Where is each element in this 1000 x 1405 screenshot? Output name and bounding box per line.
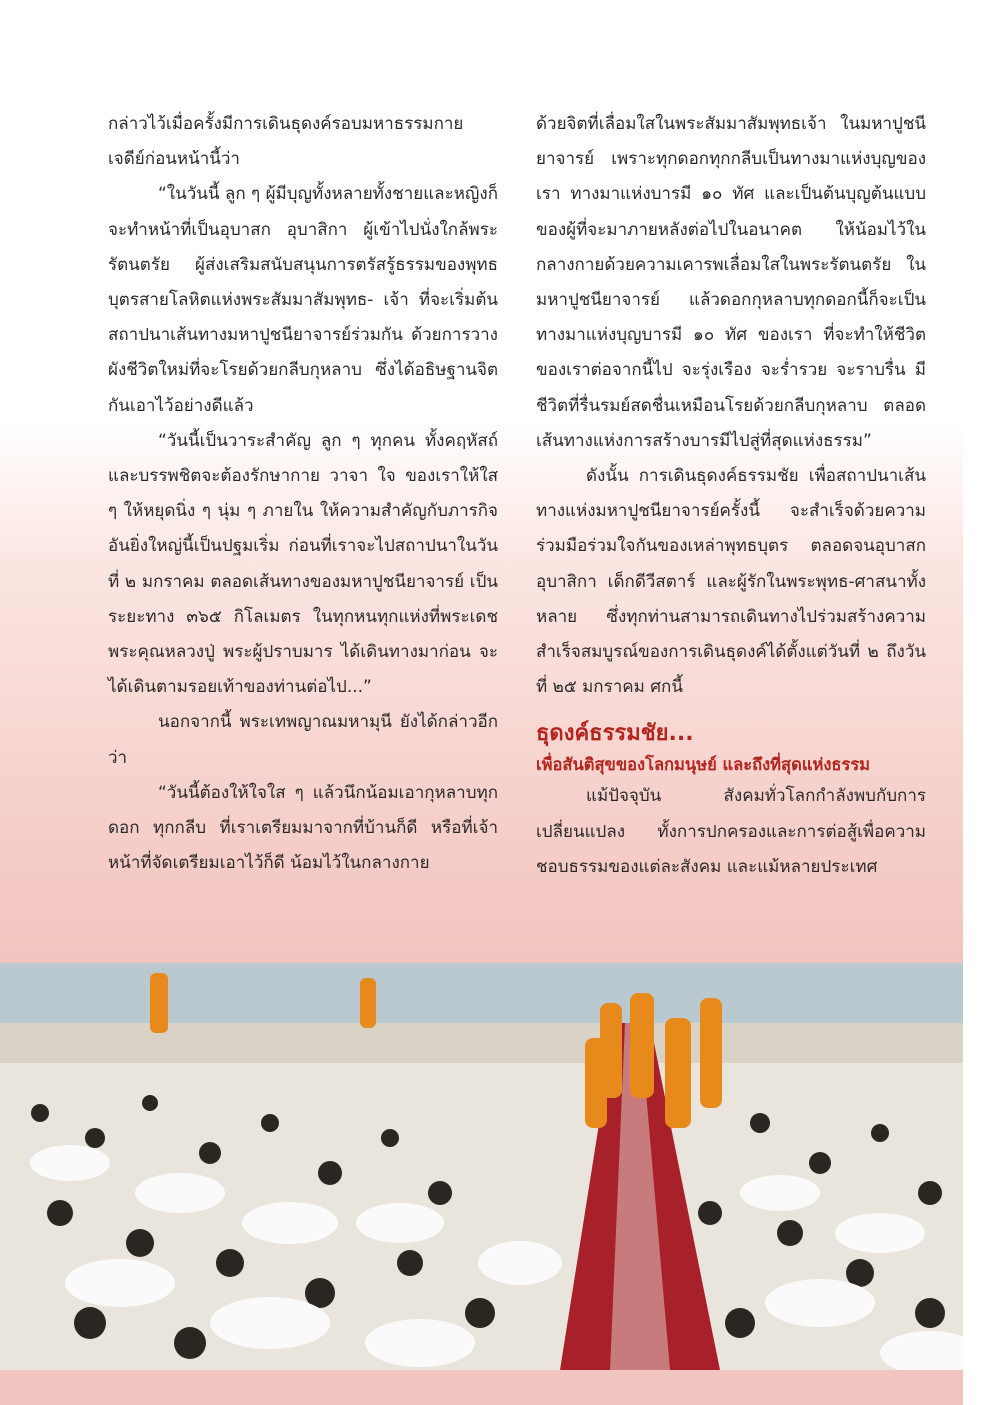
paragraph: กล่าวไว้เมื่อครั้งมีการเดินธุดงค์รอบมหาธรรมกายเจดีย์ก่อนหน้านี้ว่า	[108, 114, 464, 170]
paragraph: “วันนี้ต้องให้ใจใส ๆ แล้วนึกน้อมเอากุหลาบทุกดอก ทุกกลีบ ที่เราเตรียมมาจากที่บ้านก็ดี หรือที่เจ้าหน้าที่จัดเตรียมเอาไว้ก็ดี น้อมไว้ในกลางกาย	[108, 782, 498, 874]
paragraph: “วันนี้เป็นวาระสำคัญ ลูก ๆ ทุกคน ทั้งคฤหัสถ์และบรรพชิตจะต้องรักษากาย วาจา ใจ ของเราให้ใส ๆ ให้หยุดนิ่ง ๆ นุ่ม ๆ ภายใน ให้ความสำคัญกับภารกิจอันยิ่งใหญ่นี้เป็นปฐมเริ่ม ก่อนที่เราจะไปสถาปนาในวันที่ ๒ มกราคม ตลอดเส้นทางของมหาปูชนียาจารย์ เป็นระยะทาง ๓๖๕ กิโลเมตร ในทุกหนทุกแห่งที่พระเดชพระคุณหลวงปู่ พระผู้ปราบมาร ได้เดินทางมาก่อน จะได้เดินตามรอยเท้าของท่านต่อไป...”	[108, 430, 498, 698]
right-column	[536, 107, 926, 885]
section-subheading: เพื่อสันติสุขของโลกมนุษย์ และถึงที่สุดแห่งธรรม	[536, 755, 871, 775]
page-margin	[963, 0, 1000, 1405]
paragraph: “ในวันนี้ ลูก ๆ ผู้มีบุญทั้งหลายทั้งชายและหญิงก็จะทำหน้าที่เป็นอุบาสก อุบาสิกา ผู้เข้าไปนั่งใกล้พระรัตนตรัย ผู้ส่งเสริมสนับสนุนการตรัสรู้ธรรมของพุทธบุตรสายโลหิตแห่งพระสัมมาสัมพุทธ- เจ้า ที่จะเริ่มต้นสถาปนาเส้นทางมหาปูชนียาจารย์ร่วมกัน ด้วยการวางผังชีวิตใหม่ที่จะโรยด้วยกลีบกุหลาบ ซึ่งได้อธิษฐานจิตกันเอาไว้อย่างดีแล้ว	[108, 184, 498, 416]
paragraph: ดังนั้น การเดินธุดงค์ธรรมชัย เพื่อสถาปนาเส้นทางแห่งมหาปูชนียาจารย์ครั้งนี้ จะสำเร็จด้วยความร่วมมือร่วมใจกันของเหล่าพุทธบุตร ตลอดจนอุบาสก อุบาสิกา เด็กดีวีสตาร์ และผู้รักในพระพุทธ-ศาสนาทั้งหลาย ซึ่งทุกท่านสามารถเดินทางไปร่วมสร้างความสำเร็จสมบูรณ์ของการเดินธุดงค์ได้ตั้งแต่วันที่ ๒ ถึงวันที่ ๒๕ มกราคม ศกนี้	[536, 466, 926, 698]
photo-illustration	[0, 963, 963, 1370]
paragraph: นอกจากนี้ พระเทพญาณมหามุนี ยังได้กล่าวอีกว่า	[108, 712, 498, 768]
paragraph: ด้วยจิตที่เลื่อมใสในพระสัมมาสัมพุทธเจ้า ในมหาปูชนียาจารย์ เพราะทุกดอกทุกกลีบเป็นทางมาแห่งบุญของเรา ทางมาแห่งบารมี ๑๐ ทัศ และเป็นต้นบุญต้นแบบของผู้ที่จะมาภายหลังต่อไปในอนาคต ให้น้อมไว้ในกลางกายด้วยความเคารพเลื่อมใสในพระรัตนตรัย ในมหาปูชนียาจารย์ แล้วดอกกุหลาบทุกดอกนี้ก็จะเป็นทางมาแห่งบุญบารมี ๑๐ ทัศ ของเรา ที่จะทำให้ชีวิตของเราต่อจากนี้ไป จะรุ่งเรือง จะร่ำรวย จะราบรื่น มีชีวิตที่รื่นรมย์สดชื่นเหมือนโรยด้วยกลีบกุหลาบ ตลอดเส้นทางแห่งการสร้างบารมีไปสู่ที่สุดแห่งธรรม”	[536, 114, 926, 451]
procession-photo	[0, 963, 963, 1370]
left-column	[108, 107, 498, 881]
sky	[0, 963, 963, 1023]
paragraph: แม้ปัจจุบัน สังคมทั่วโลกกำลังพบกับการเปลี่ยนแปลง ทั้งการปกครองและการต่อสู้เพื่อความชอบธรรมของแต่ละสังคม และแม้หลายประเทศ	[536, 786, 926, 877]
section-heading: ธุดงค์ธรรมชัย...	[536, 721, 694, 747]
